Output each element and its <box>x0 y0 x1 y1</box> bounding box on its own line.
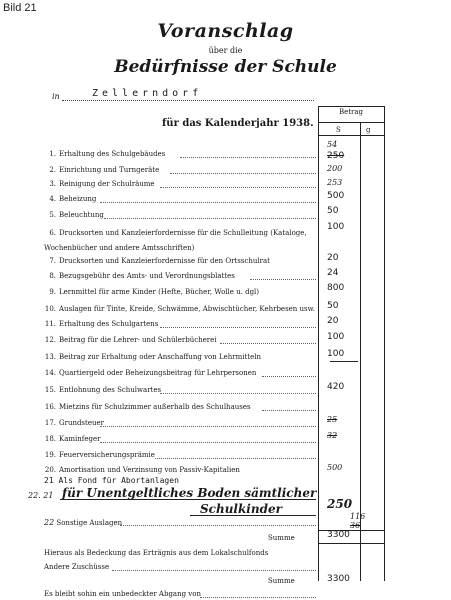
item-amount-struck: 25 <box>327 415 338 424</box>
leader-dots <box>220 343 316 344</box>
line-item: 12. Beitrag für die Lehrer- und Schülerbücherei <box>44 336 217 344</box>
sum-value: 3300 <box>327 574 350 584</box>
item-amount: 253 <box>327 178 343 187</box>
line-item-multiline: 6. Drucksorten und Kanzleierfordernisse für die Schulleitung (Kataloge, Wochenbücher und andere Amtsschriften) <box>44 229 307 252</box>
leader-dots <box>250 279 316 280</box>
amount-subheader-rule <box>318 135 384 136</box>
amount-column-top <box>318 106 384 107</box>
document-subtitle: über die <box>208 46 243 55</box>
leader-dots <box>170 173 316 174</box>
line-item: 8. Bezugsgebühr des Amts- und Verordnungsblattes <box>49 272 235 280</box>
item-amount: 100 <box>327 222 345 232</box>
item-amount: 50 <box>327 206 339 216</box>
line-item: 7. Drucksorten und Kanzleierfordernisse für den Ortsschulrat <box>49 257 270 265</box>
handwritten-amount: 250 <box>327 497 353 511</box>
leader-dots <box>200 597 316 598</box>
school-place: Zellerndorf <box>92 88 203 99</box>
location-label: in <box>52 92 60 101</box>
coverage-line: Hieraus als Bedeckung das Erträgnis aus dem Lokalschulfonds <box>44 549 269 557</box>
item-amount-handwritten: 54 <box>327 140 338 149</box>
amount-column-right-border <box>384 106 385 581</box>
schilling-column-header: S <box>336 126 341 134</box>
line-item: 13. Beitrag zur Erhaltung oder Anschaffung von Lehrmitteln <box>44 353 262 361</box>
item-amount: 800 <box>327 283 345 293</box>
handwritten-underline <box>190 515 316 516</box>
handwritten-item-number: 22. 21 <box>28 491 54 500</box>
item-amount-struck: 250 <box>327 151 345 161</box>
line-item: 2. Einrichtung und Turngeräte <box>49 166 160 174</box>
line-item: 16. Mietzins für Schulzimmer außerhalb des Schulhauses <box>44 403 251 411</box>
item-amount-struck: 32 <box>327 431 338 440</box>
leader-dots <box>100 202 316 203</box>
line-item: 9. Lernmittel für arme Kinder (Hefte, Bücher, Wolle u. dgl) <box>49 288 260 296</box>
line-item: 3. Reinigung der Schulräume <box>49 180 155 188</box>
leader-dots <box>100 426 316 427</box>
leader-dots <box>120 525 316 526</box>
line-item: 11. Erhaltung des Schulgartens <box>44 320 159 328</box>
item-amount: 100 <box>327 349 345 359</box>
amount-column-left-border <box>318 106 319 581</box>
leader-dots <box>155 458 316 459</box>
line-item: 20. Amortisation und Verzinsung von Passiv-Kapitalien <box>44 466 240 474</box>
coverage-line: Andere Zuschüsse <box>44 563 110 571</box>
leader-dots <box>100 442 316 443</box>
line-item: 19. Feuerversicherungsprämie <box>44 451 155 459</box>
item-amount: 24 <box>327 268 339 278</box>
handwritten-line-2: Schulkinder <box>200 502 282 516</box>
year-line: für das Kalenderjahr 1938. <box>162 118 314 129</box>
item-amount: 100 <box>327 332 345 342</box>
amount-column-header: Betrag <box>338 108 364 116</box>
amount-header-rule <box>318 122 384 123</box>
line-item: 5. Beleuchtung <box>49 211 104 219</box>
handwritten-side-note: 116 <box>350 512 366 521</box>
handwritten-line-1: für Unentgeltliches Boden sämtlicher <box>62 486 317 500</box>
leader-dots <box>262 376 316 377</box>
document-title-secondary: Bedürfnisse der Schule <box>114 57 337 77</box>
sum-rule <box>318 543 384 544</box>
groschen-column-header: g <box>366 126 371 134</box>
leader-dots <box>180 157 316 158</box>
handwritten-side-note-struck: 36 <box>350 521 361 530</box>
leader-dots <box>112 570 316 571</box>
sum-label: Summe <box>268 577 295 585</box>
leader-dots <box>160 187 316 188</box>
item-amount: 50 <box>327 301 339 311</box>
typed-addition: 21 Als Fond für Abortanlagen <box>44 476 179 485</box>
line-item: 1. Erhaltung des Schulgebäudes <box>49 150 166 158</box>
item-amount: 500 <box>327 463 343 472</box>
line-item: 15. Entlohnung des Schulwartes <box>44 386 162 394</box>
amount-underline <box>330 361 358 362</box>
line-item: 4. Beheizung <box>49 195 97 203</box>
figure-label: Bild 21 <box>3 2 37 14</box>
line-item: 18. Kaminfeger <box>44 435 101 443</box>
item-amount: 500 <box>327 191 345 201</box>
item-amount: 20 <box>327 316 339 326</box>
document-title: Voranschlag <box>157 20 294 42</box>
leader-dots <box>262 410 316 411</box>
sum-label: Summe <box>268 534 295 542</box>
place-underline <box>62 100 314 101</box>
line-item: 17. Grundsteuer <box>44 419 104 427</box>
handwritten-underline <box>60 499 316 500</box>
line-item: 14. Quartiergeld oder Beheizungsbeitrag für Lehrpersonen <box>44 369 257 377</box>
line-item: 10. Auslagen für Tinte, Kreide, Schwämme, Abwischtücher, Kehrbesen usw. <box>44 305 316 313</box>
leader-dots <box>160 393 316 394</box>
item-amount: 20 <box>327 253 339 263</box>
line-item: 22 Sonstige Auslagen <box>44 518 123 527</box>
footer-line: Es bleibt sohin ein unbedeckter Abgang von <box>44 590 201 598</box>
sum-value: 3300 <box>327 530 350 540</box>
leader-dots <box>160 327 316 328</box>
item-amount: 200 <box>327 164 343 173</box>
leader-dots <box>104 218 316 219</box>
item-amount: 420 <box>327 382 345 392</box>
